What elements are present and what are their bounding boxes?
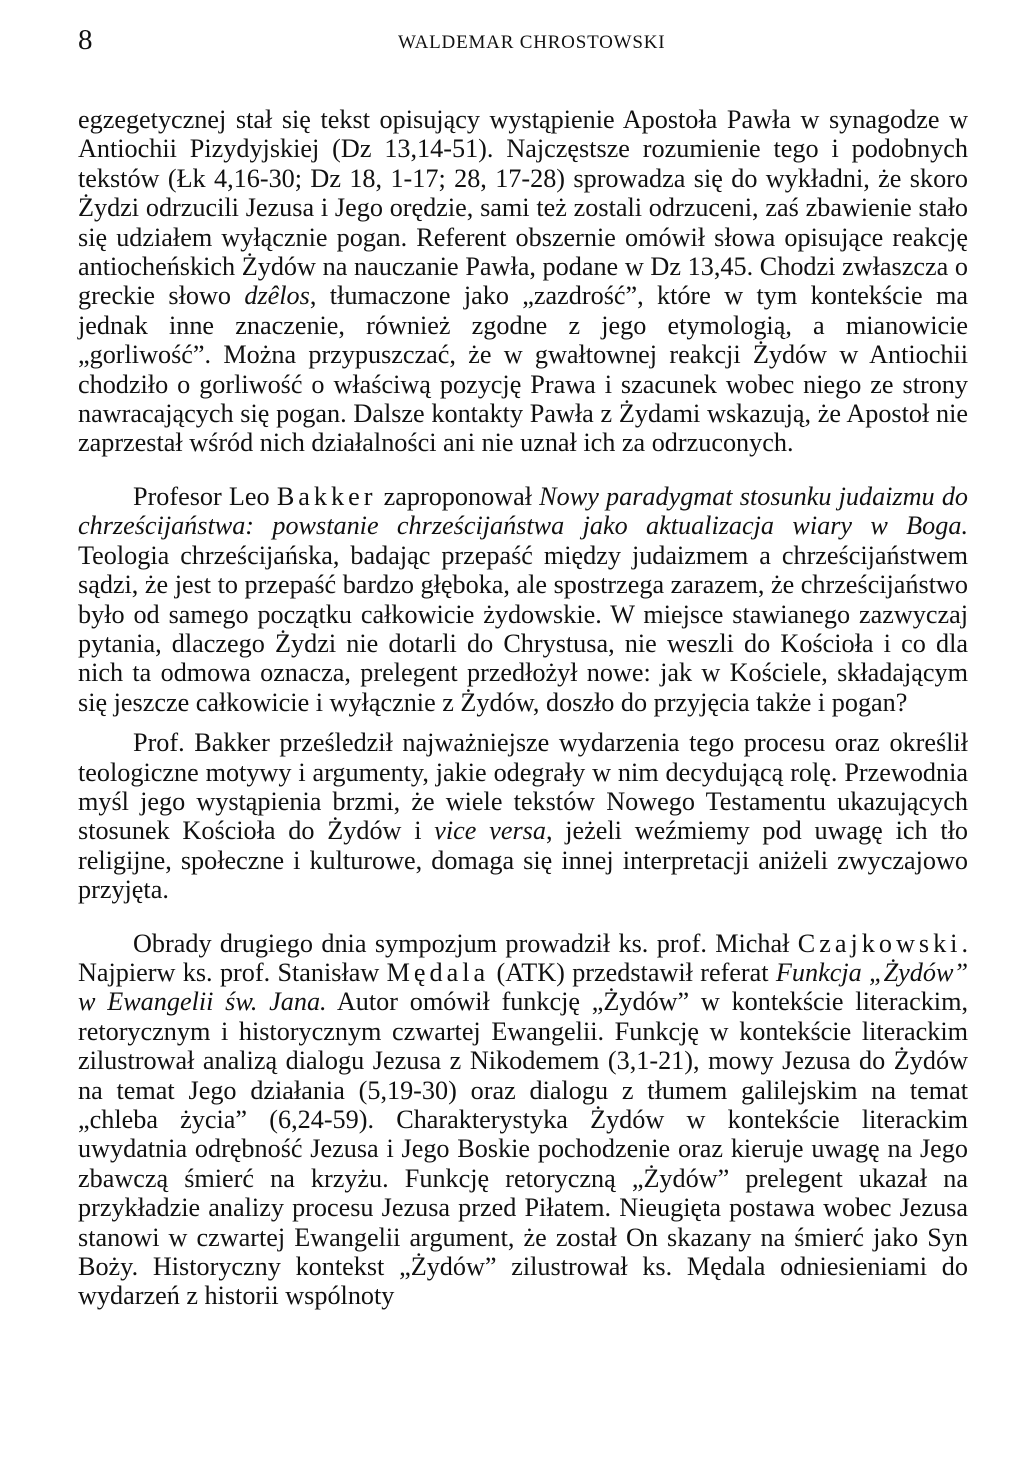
paragraph-1 <box>78 105 968 458</box>
paragraph-1-italic-word: dzêlos <box>244 281 310 311</box>
paragraph-4-middle1: . Najpierw ks. prof. Stanisław <box>78 928 968 987</box>
paragraph-3-text: Prof. Bakker prześledził najważniejsze wydarzenia tego procesu oraz określił teologiczne motywy i argumenty, jakie odegrały w nim decydującą rolę. Przewodnia myśl jego wystąpienia brzmi, że wiele tekstów Nowego Testamentu ukazujących stosunek Kościoła do Żydów i <box>78 728 968 846</box>
paragraph-4-spaced-name2: Mędala <box>386 957 490 987</box>
running-head: WALDEMAR CHROSTOWSKI <box>398 32 666 53</box>
paragraph-3-italic-phrase: vice versa <box>434 816 546 846</box>
paragraph-4-text-after: Autor omówił funkcję „Żydów” w kontekście literackim, retorycznym i historycznym czwartej Ewangelii. Funkcję w kontekście literackim zilustrował analizą dialogu Jezusa z Nikodemem (3,1-21), mowy Jezusa do Żydów na temat Jego działania (5,19-30) oraz dialogu z tłumem galilejskim na temat „chleba życia” (6,24-59). Charakterystyka Żydów w kontekście literackim uwydatnia odrębność Jezusa i Jego Boskie pochodzenie oraz kieruje uwagę na Jego zbawczą śmierć na krzyżu. Funkcję retoryczną „Żydów” prelegent ukazał na przykładzie analizy procesu Jezusa przed Piłatem. Nieugięta postawa wobec Jezusa stanowi w czwartej Ewangelii argument, że został On skazany na śmierć jako Syn Boży. Historyczny kontekst „Żydów” zilustrował ks. Mędala odniesieniami do wydarzeń z historii wspólnoty <box>78 987 969 1311</box>
paragraph-4-italic-title: Funkcja „Żydów” w Ewangelii św. Jana. <box>78 957 969 1017</box>
paragraph-2-before-name: Profesor Leo <box>133 481 277 511</box>
paragraph-4-before-name1: Obrady drugiego dnia sympozjum prowadził ks. prof. Michał <box>133 928 798 958</box>
paragraph-3-text-after: , jeżeli weźmiemy pod uwagę ich tło religijne, społeczne i kulturowe, domaga się innej interpretacji aniżeli zwyczajowo przyjęta. <box>78 816 968 905</box>
page-header <box>78 22 968 62</box>
paragraph-1-text-after: , tłumaczone jako „zazdrość”, które w tym kontekście ma jednak inne znaczenie, również zgodne z jego etymologią, a mianowicie „gorliwość”. Można przypuszczać, że w gwałtownej reakcji Żydów w Antiochii chodziło o gorliwość o właściwą pozycję Prawa i szacunek wobec niego ze strony nawracających się pogan. Dalsze kontakty Pawła z Żydami wskazują, że Apostoł nie zaprzestał wśród nich działalności ani nie uznał ich za odrzuconych. <box>78 281 968 458</box>
paragraph-1-text: egzegetycznej stał się tekst opisujący wystąpienie Apostoła Pawła w synagodze w Antiochii Pizydyjskiej (Dz 13,14-51). Najczęstsze rozumienie tego i podobnych tekstów (Łk 4,16-30; Dz 18, 1-17; 28, 17-28) sprowadza się do wykładni, że skoro Żydzi odrzucili Jezusa i Jego orędzie, sami też zostali odrzuceni, zaś zbawienie stało się udziałem wyłącznie pogan. Referent obszernie omówił słowa opisujące reakcję antiocheńskich Żydów na nauczanie Pawła, podane w Dz 13,45. Chodzi zwłaszcza o greckie słowo <box>78 105 968 311</box>
paragraph-4-middle2: (ATK) przedstawił referat <box>489 957 776 987</box>
paragraph-2 <box>78 482 968 717</box>
document-page <box>78 22 969 1311</box>
paragraph-4 <box>78 929 968 1311</box>
paragraph-2-italic-title: Nowy paradygmat stosunku judaizmu do chrześcijaństwa: powstanie chrześcijaństwa jako aktualizacja wiary w Boga. <box>78 481 969 541</box>
page-number: 8 <box>78 24 93 56</box>
article-body <box>78 105 968 1311</box>
paragraph-2-spaced-name: Bakker <box>276 481 377 511</box>
paragraph-2-after-name: zaproponował <box>376 481 540 511</box>
paragraph-3 <box>78 728 968 904</box>
paragraph-2-text-after: Teologia chrześcijańska, badając przepaść między judaizmem a chrześcijaństwem sądzi, że jest to przepaść bardzo głęboka, ale spostrzega zarazem, że chrześcijaństwo było od samego początku całkowicie żydowskie. W miejsce stawianego zazwyczaj pytania, dlaczego Żydzi nie dotarli do Chrystusa, nie weszli do Kościoła i co dla nich ta odmowa oznacza, prelegent przedłożył nowe: jak w Kościele, składającym się jeszcze całkowicie i wyłącznie z Żydów, doszło do przyjęcia także i pogan? <box>78 540 968 717</box>
paragraph-4-spaced-name1: Czajkowski <box>797 928 962 958</box>
